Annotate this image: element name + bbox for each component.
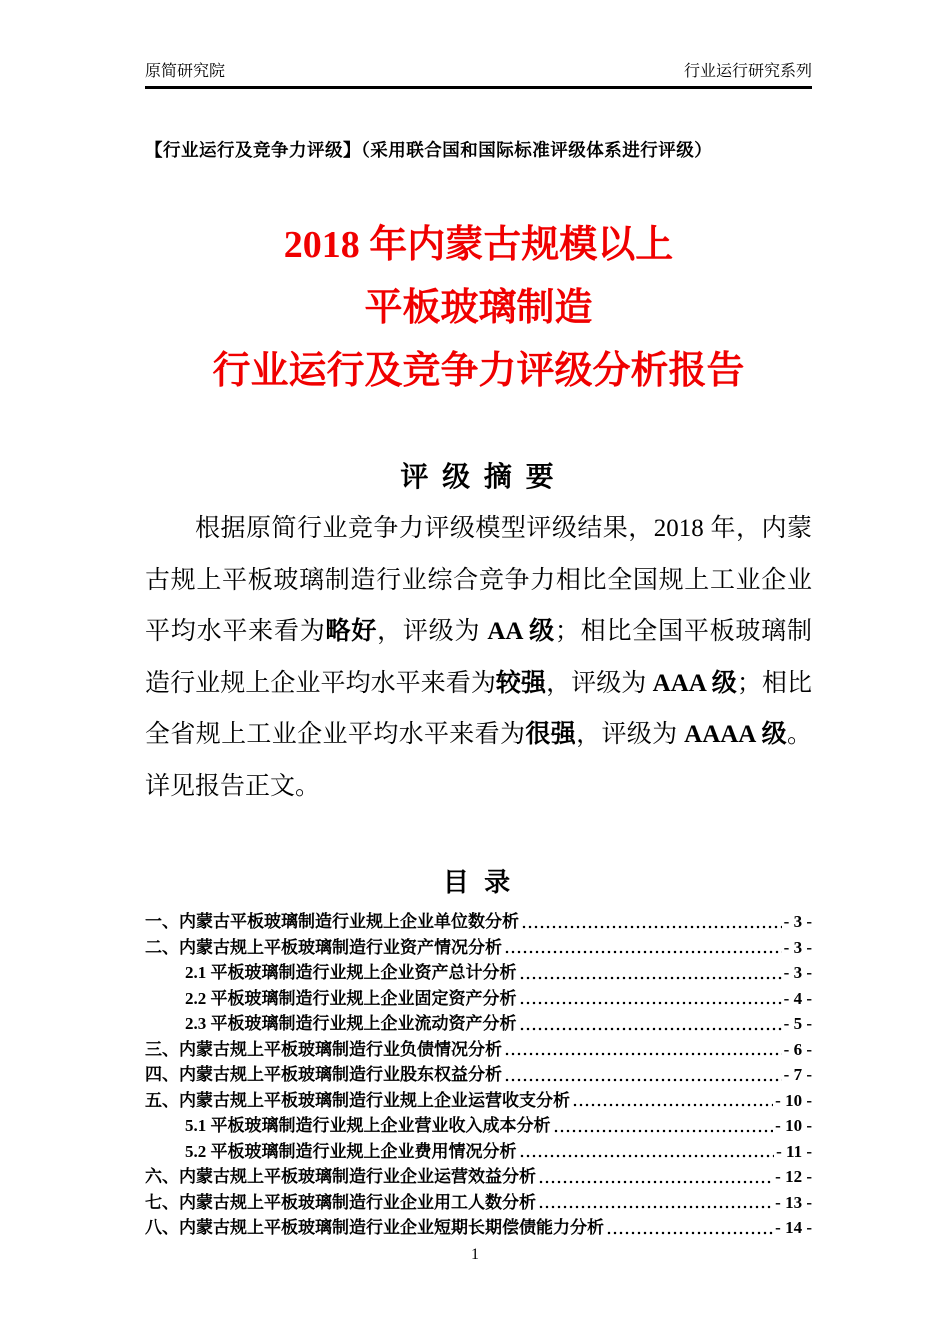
summary-text: 。详见报告正文。 [145,721,812,800]
summary-text: ；相比全省规上工业企业平均水平来看为 [145,669,812,748]
toc-leader-dots [519,1011,782,1037]
toc-leader-dots [519,986,782,1012]
toc-item-title: 2.2 平板玻璃制造行业规上企业固定资产分析 [185,988,517,1008]
toc-item[interactable] [145,1011,812,1037]
toc-item[interactable] [145,1215,812,1241]
toc-item-title: 七、内蒙古规上平板玻璃制造行业企业用工人数分析 [145,1192,536,1212]
report-title [145,214,812,403]
toc-item[interactable] [145,1088,812,1114]
summary-emphasis-text: AAA 级 [652,669,737,697]
toc-item-title: 5.2 平板玻璃制造行业规上企业费用情况分析 [185,1141,517,1161]
toc-leader-dots [538,1190,773,1216]
document-header [145,58,812,89]
header-left-text: 原简研究院 [145,63,226,80]
toc-heading: 目 录 [442,867,515,897]
summary-text: ；相比全国平板玻璃制造行业规上企业平均水平来看为 [145,618,812,697]
toc-item-page: - 14 - [775,1218,812,1237]
toc-leader-dots [606,1215,773,1241]
toc-item-page: - 10 - [775,1090,812,1110]
toc-item-page: - 7 - [783,1065,812,1084]
summary-emphasis-text: 较强 [495,669,547,697]
toc-item-title: 2.3 平板玻璃制造行业规上企业流动资产分析 [185,1014,517,1033]
toc-leader-dots [519,960,782,986]
toc-item[interactable] [145,1037,812,1063]
toc-leader-dots [538,1164,773,1190]
toc-leader-dots [521,909,782,935]
toc-item-title: 二、内蒙古规上平板玻璃制造行业资产情况分析 [145,937,502,957]
toc-item[interactable] [145,1139,812,1165]
toc-item-page: - 6 - [783,1039,812,1059]
toc-item-title: 八、内蒙古规上平板玻璃制造行业企业短期长期偿债能力分析 [145,1218,604,1237]
summary-text: 根据原简行业竞争力评级模型评级结果，2018 年，内蒙古规上平板玻璃制造行业综合竞争力相比全国规上工业企业平均水平来看为 [145,515,812,645]
toc-item-page: - 5 - [783,1014,812,1033]
toc-item-page: - 11 - [776,1141,812,1161]
toc-item-page: - 3 - [783,963,812,982]
toc-item-title: 六、内蒙古规上平板玻璃制造行业企业运营效益分析 [145,1167,536,1186]
toc-item[interactable] [145,1164,812,1190]
toc-item[interactable] [145,909,812,935]
toc-item[interactable] [145,1062,812,1088]
toc-item-page: - 12 - [775,1167,812,1186]
toc-leader-dots [572,1088,773,1114]
toc-item[interactable] [145,960,812,986]
toc-item-page: - 3 - [783,912,812,931]
toc-leader-dots [519,1139,775,1165]
summary-emphasis-text: 略好 [325,618,378,645]
report-title-line: 2018 年内蒙古规模以上 [283,224,674,266]
toc-leader-dots [504,935,782,961]
toc-item-title: 三、内蒙古规上平板玻璃制造行业负债情况分析 [145,1039,502,1059]
summary-text: ，评级为 [377,618,488,645]
toc-item-page: - 10 - [775,1116,812,1135]
toc-list [145,909,812,1241]
footer-page-number: 1 [471,1246,479,1263]
summary-emphasis-text: 很强 [525,721,577,748]
header-right-text: 行业运行研究系列 [683,63,812,80]
rating-tagline: 【行业运行及竞争力评级】（采用联合国和国际标准评级体系进行评级） [145,140,713,160]
toc-item-title: 五、内蒙古规上平板玻璃制造行业规上企业运营收支分析 [145,1090,570,1110]
toc-item[interactable] [145,1113,812,1139]
toc-item[interactable] [145,1190,812,1216]
toc-item[interactable] [145,986,812,1012]
toc-item-title: 四、内蒙古规上平板玻璃制造行业股东权益分析 [145,1065,502,1084]
toc-leader-dots [504,1037,782,1063]
summary-emphasis-text: AA 级 [487,618,555,645]
report-title-line: 行业运行及竞争力评级分析报告 [212,350,745,392]
summary-heading: 评 级 摘 要 [400,461,557,492]
toc-item-title: 一、内蒙古平板玻璃制造行业规上企业单位数分析 [145,912,519,931]
summary-emphasis-text: AAAA 级 [684,721,787,748]
toc-item-title: 5.1 平板玻璃制造行业规上企业营业收入成本分析 [185,1116,551,1135]
summary-text: ，评级为 [546,669,653,697]
toc-item-page: - 3 - [783,937,812,957]
toc-item-page: - 4 - [783,988,812,1008]
toc-leader-dots [504,1062,782,1088]
toc-item-page: - 13 - [775,1192,812,1212]
summary-paragraph [145,503,812,812]
summary-text: ，评级为 [576,721,685,748]
report-title-line: 平板玻璃制造 [364,287,593,329]
toc-item-title: 2.1 平板玻璃制造行业规上企业资产总计分析 [185,963,517,982]
toc-leader-dots [553,1113,774,1139]
toc-item[interactable] [145,935,812,961]
